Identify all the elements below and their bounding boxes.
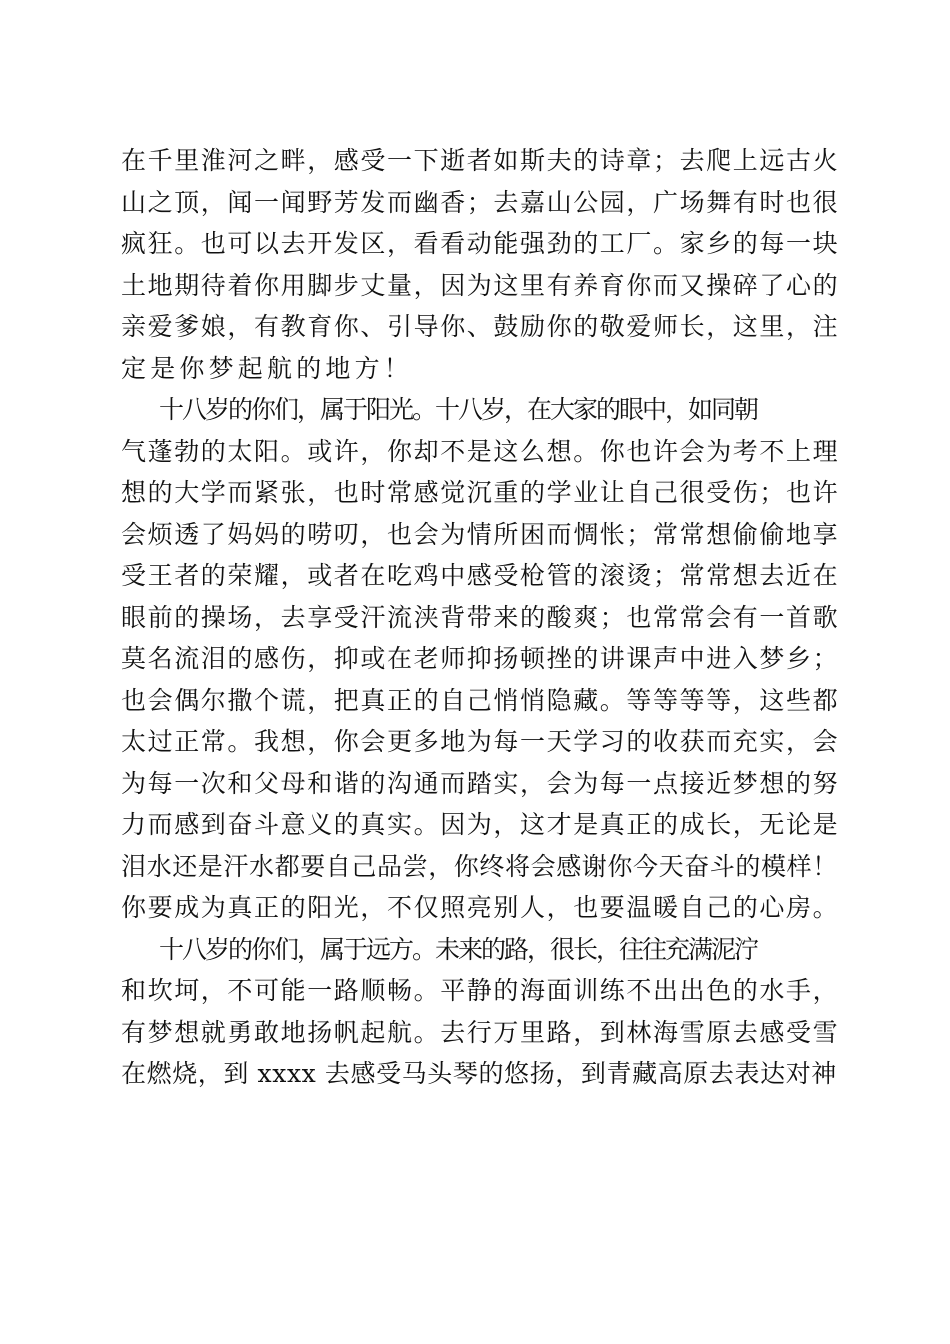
text-line: 土地期待着你用脚步丈量，因为这里有养育你而又操碎了心的: [121, 270, 840, 300]
text-line: 受王者的荣耀，或者在吃鸡中感受枪管的滚烫；常常想去近在: [121, 561, 840, 590]
text-line: 疯狂。也可以去开发区，看看动能强劲的工厂。家乡的每一块: [121, 229, 840, 258]
text-line: 眼前的操场，去享受汗流浃背带来的酸爽；也常常会有一首歌: [121, 602, 840, 632]
text-line: 想的大学而紧张，也时常感觉沉重的学业让自己很受伤；也许: [121, 478, 840, 507]
text-line: 在千里淮河之畔，感受一下逝者如斯夫的诗章；去爬上远古火: [121, 146, 840, 175]
text-line: 也会偶尔撒个谎，把真正的自己悄悄隐藏。等等等等，这些都: [121, 685, 840, 715]
text-line: 和坎坷，不可能一路顺畅。平静的海面训练不出出色的水手，: [121, 976, 840, 1005]
text-line: 亲爱爹娘，有教育你、引导你、鼓励你的敬爱师长，这里，注: [121, 312, 840, 341]
text-line: 莫名流泪的感伤，抑或在老师抑扬顿挫的讲课声中进入梦乡；: [121, 644, 840, 673]
text-line: 山之顶，闻一闻野芳发而幽香；去嘉山公园，广场舞有时也很: [121, 187, 840, 217]
text-line: 定是你梦起航的地方！: [121, 353, 414, 383]
text-line: 太过正常。我想，你会更多地为每一天学习的收获而充实，会: [121, 727, 840, 756]
text-line: 有梦想就勇敢地扬帆起航。去行万里路，到林海雪原去感受雪: [121, 1017, 840, 1047]
paragraph-first-line: 十八岁的你们，属于远方。未来的路，很长，往往充满泥泞: [159, 934, 758, 964]
text-line: 你要成为真正的阳光，不仅照亮别人，也要温暖自己的心房。: [121, 893, 840, 922]
paragraph-first-line: 十八岁的你们，属于阳光。十八岁，在大家的眼中，如同朝: [159, 395, 758, 424]
text-line: 会烦透了妈妈的唠叨，也会为情所困而惆怅；常常想偷偷地享: [121, 519, 840, 549]
text-line: 为每一次和父母和谐的沟通而踏实，会为每一点接近梦想的努: [121, 768, 840, 798]
document-body: [121, 140, 841, 1095]
text-line: 气蓬勃的太阳。或许，你却不是这么想。你也许会为考不上理: [121, 436, 840, 466]
text-line: 在燃烧，到 xxxx 去感受马头琴的悠扬，到青藏高原去表达对神: [121, 1059, 837, 1088]
text-line: 力而感到奋斗意义的真实。因为，这才是真正的成长，无论是: [121, 810, 840, 839]
text-line: 泪水还是汗水都要自己品尝，你终将会感谢你今天奋斗的模样！: [121, 851, 838, 881]
